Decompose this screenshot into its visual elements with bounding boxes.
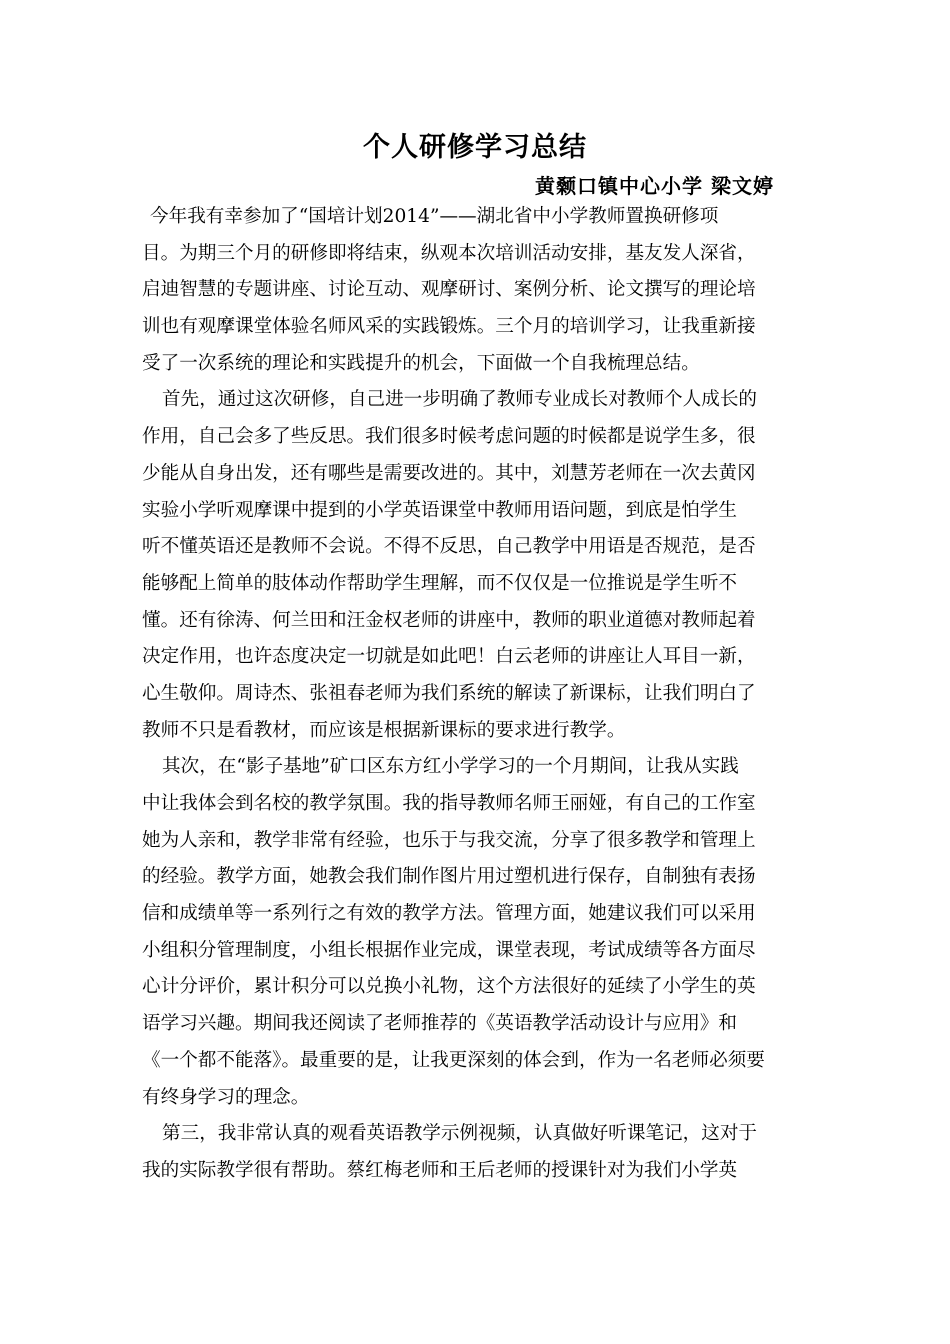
text-line: 训也有观摩课堂体验名师风采的实践锻炼。三个月的培训学习，让我重新接 <box>142 316 756 338</box>
text-line: 第三，我非常认真的观看英语教学示例视频，认真做好听课笔记，这对于 <box>162 1123 758 1145</box>
document-title: 个人研修学习总结 <box>363 132 587 163</box>
text-line: 《一个都不能落》。最重要的是，让我更深刻的体会到，作为一名老师必须要 <box>142 1049 765 1071</box>
text-line: 其次，在“影子基地”矿口区东方红小学学习的一个月期间，让我从实践 <box>162 756 739 778</box>
paragraph-3 <box>142 749 774 1116</box>
text-line: 今年我有幸参加了“国培计划2014”——湖北省中小学教师置换研修项 <box>150 206 719 227</box>
text-line: 她为人亲和，教学非常有经验，也乐于与我交流，分享了很多教学和管理上 <box>142 829 756 851</box>
text-line: 中让我体会到名校的教学氛围。我的指导教师名师王丽娅，有自己的工作室 <box>142 793 756 814</box>
text-line: 首先，通过这次研修，自己进一步明确了教师专业成长对教师个人成长的 <box>162 389 758 411</box>
text-line: 目。为期三个月的研修即将结束，纵观本次培训活动安排，基友发人深省， <box>142 242 756 264</box>
paragraph-1 <box>142 199 774 382</box>
text-line: 启迪智慧的专题讲座、讨论互动、观摩研讨、案例分析、论文撰写的理论培 <box>142 279 756 301</box>
paragraph-2 <box>142 382 774 749</box>
text-line: 我的实际教学很有帮助。蔡红梅老师和王后老师的授课针对为我们小学英 <box>142 1159 738 1181</box>
text-line: 小组积分管理制度，小组长根据作业完成，课堂表现，考试成绩等各方面尽 <box>142 939 756 961</box>
text-line: 语学习兴趣。期间我还阅读了老师推荐的《英语教学活动设计与应用》和 <box>142 1013 738 1035</box>
text-line: 听不懂英语还是教师不会说。不得不反思，自己教学中用语是否规范，是否 <box>142 536 756 558</box>
text-line: 心生敬仰。周诗杰、张祖春老师为我们系统的解读了新课标，让我们明白了 <box>142 682 756 704</box>
text-line: 心计分评价，累计积分可以兑换小礼物，这个方法很好的延续了小学生的英 <box>142 976 756 998</box>
paragraph-4 <box>142 1116 774 1189</box>
document-author: 黄颡口镇中心小学 梁文婷 <box>535 174 774 198</box>
document-body <box>142 199 774 1190</box>
text-line: 实验小学听观摩课中提到的小学英语课堂中教师用语问题，到底是怕学生 <box>142 499 738 521</box>
text-line: 的经验。教学方面，她教会我们制作图片用过塑机进行保存，自制独有表扬 <box>142 866 756 888</box>
text-line: 少能从自身出发，还有哪些是需要改进的。其中，刘慧芳老师在一次去黄冈 <box>142 462 756 484</box>
text-line: 能够配上简单的肢体动作帮助学生理解，而不仅仅是一位推说是学生听不 <box>142 572 738 594</box>
text-line: 懂。还有徐涛、何兰田和汪金权老师的讲座中，教师的职业道德对教师起着 <box>142 609 756 631</box>
text-line: 决定作用，也许态度决定一切就是如此吧！白云老师的讲座让人耳目一新， <box>142 646 756 668</box>
text-line: 作用，自己会多了些反思。我们很多时候考虑问题的时候都是说学生多，很 <box>142 426 756 448</box>
text-line: 受了一次系统的理论和实践提升的机会，下面做一个自我梳理总结。 <box>142 352 700 374</box>
text-line: 教师不只是看教材，而应该是根据新课标的要求进行教学。 <box>142 719 626 741</box>
text-line: 有终身学习的理念。 <box>142 1086 310 1108</box>
text-line: 信和成绩单等一系列行之有效的教学方法。管理方面，她建议我们可以采用 <box>142 903 756 925</box>
